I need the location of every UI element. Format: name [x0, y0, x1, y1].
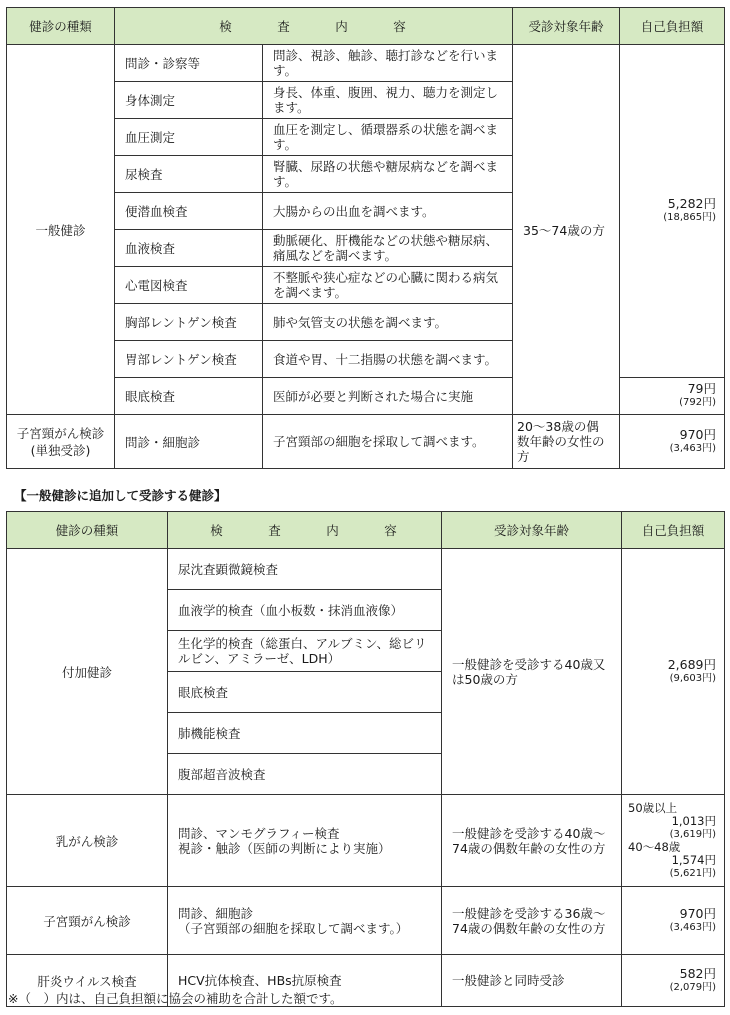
amount-value: 582円 — [679, 965, 716, 981]
desc-line: 視診・触診（医師の判断により実施） — [178, 840, 391, 856]
eye-amount — [620, 378, 725, 415]
item-name: 便潜血検査 — [115, 193, 263, 230]
amount-value: 970円 — [679, 905, 716, 921]
table-header-row — [7, 512, 725, 549]
item-name: 問診・診察等 — [115, 45, 263, 82]
amount-sub: (3,463円) — [669, 921, 716, 933]
tier-amount: 1,574円 — [671, 852, 716, 867]
hepatitis-desc: HCV抗体検査、HBs抗原検査 — [168, 955, 442, 1007]
amount-sub: (9,603円) — [669, 672, 716, 684]
tier-amount: 1,013円 — [671, 813, 716, 828]
additional-type: 付加健診 — [7, 549, 168, 795]
amount-value: 5,282円 — [667, 196, 717, 211]
item-desc: 子宮頸部の細胞を採取して調べます。 — [263, 415, 513, 469]
item-desc: 腎臓、尿路の状態や糖尿病などを調べます。 — [263, 156, 513, 193]
breast-type: 乳がん検診 — [7, 795, 168, 887]
general-age: 35～74歳の方 — [513, 45, 620, 415]
header-age: 受診対象年齢 — [442, 512, 622, 549]
sub-item: 肺機能検査 — [168, 713, 442, 754]
cervical-type — [7, 415, 115, 469]
cervical-amount — [620, 415, 725, 469]
type-line: 子宮頸がん検診 — [16, 425, 105, 441]
item-name: 胸部レントゲン検査 — [115, 304, 263, 341]
table-row — [7, 887, 725, 955]
item-desc: 食道や胃、十二指腸の状態を調べます。 — [263, 341, 513, 378]
cervical-desc — [168, 887, 442, 955]
header-type: 健診の種類 — [7, 512, 168, 549]
table-row — [7, 549, 725, 590]
additional-amount — [622, 549, 725, 795]
tier-sub: (5,621円) — [669, 867, 716, 879]
tier-sub: (3,619円) — [669, 828, 716, 840]
item-desc: 肺や気管支の状態を調べます。 — [263, 304, 513, 341]
sub-item: 尿沈査顕微鏡検査 — [168, 549, 442, 590]
general-amount — [620, 45, 725, 378]
item-desc: 血圧を測定し、循環器系の状態を調べます。 — [263, 119, 513, 156]
sub-item: 血液学的検査（血小板数・抹消血液像） — [168, 590, 442, 631]
item-name: 尿検査 — [115, 156, 263, 193]
tier-label: 50歳以上 — [628, 800, 678, 815]
item-desc: 問診、視診、触診、聴打診などを行います。 — [263, 45, 513, 82]
general-checkup-table — [6, 7, 725, 469]
additional-age: 一般健診を受診する40歳又は50歳の方 — [442, 549, 622, 795]
item-name: 心電図検査 — [115, 267, 263, 304]
amount-value: 970円 — [679, 426, 717, 442]
amount-value: 2,689円 — [667, 656, 716, 672]
header-type: 健診の種類 — [7, 8, 115, 45]
hepatitis-type: 肝炎ウイルス検査 — [7, 955, 168, 1007]
desc-line: 問診、細胞診 — [178, 905, 254, 921]
table-header-row — [7, 8, 725, 45]
additional-checkup-table — [6, 511, 725, 1007]
amount-sub: (18,865円) — [663, 212, 717, 223]
header-amount: 自己負担額 — [622, 512, 725, 549]
item-name: 身体測定 — [115, 82, 263, 119]
general-checkup-type: 一般健診 — [7, 45, 115, 415]
item-desc: 不整脈や狭心症などの心臓に関わる病気を調べます。 — [263, 267, 513, 304]
breast-amount — [622, 795, 725, 887]
item-name: 血液検査 — [115, 230, 263, 267]
sub-item: 生化学的検査（総蛋白、アルブミン、総ビリルビン、アミラーゼ、LDH） — [168, 631, 442, 672]
sub-item: 腹部超音波検査 — [168, 754, 442, 795]
cervical-amount — [622, 887, 725, 955]
desc-line: （子宮頸部の細胞を採取して調べます。） — [178, 920, 409, 936]
type-line: (単独受診) — [30, 442, 91, 458]
hepatitis-amount — [622, 955, 725, 1007]
item-name: 問診・細胞診 — [115, 415, 263, 469]
header-content: 検 査 内 容 — [168, 512, 442, 549]
amount-value: 79円 — [687, 381, 717, 396]
item-name: 胃部レントゲン検査 — [115, 341, 263, 378]
header-content: 検 査 内 容 — [115, 8, 513, 45]
item-desc: 身長、体重、腹囲、視力、聴力を測定します。 — [263, 82, 513, 119]
item-desc: 大腸からの出血を調べます。 — [263, 193, 513, 230]
amount-sub: (2,079円) — [669, 981, 716, 993]
cervical-type: 子宮頸がん検診 — [7, 887, 168, 955]
table-row — [7, 415, 725, 469]
table-row — [7, 795, 725, 887]
item-name: 血圧測定 — [115, 119, 263, 156]
header-amount: 自己負担額 — [620, 8, 725, 45]
footnote: ※（ ）内は、自己負担額に協会の補助を合計した額です。 — [8, 991, 343, 1006]
section-title: 【一般健診に追加して受診する健診】 — [14, 488, 227, 503]
item-desc: 医師が必要と判断された場合に実施 — [263, 378, 513, 415]
cervical-age: 20～38歳の偶数年齢の女性の方 — [513, 415, 620, 469]
tier-label: 40～48歳 — [628, 839, 681, 854]
table-row — [7, 45, 725, 82]
header-age: 受診対象年齢 — [513, 8, 620, 45]
breast-age: 一般健診を受診する40歳～74歳の偶数年齢の女性の方 — [442, 795, 622, 887]
item-desc: 動脈硬化、肝機能などの状態や糖尿病、痛風などを調べます。 — [263, 230, 513, 267]
hepatitis-age: 一般健診と同時受診 — [442, 955, 622, 1007]
sub-item: 眼底検査 — [168, 672, 442, 713]
amount-sub: (792円) — [679, 397, 717, 408]
item-name: 眼底検査 — [115, 378, 263, 415]
desc-line: 問診、マンモグラフィー検査 — [178, 825, 340, 841]
breast-desc — [168, 795, 442, 887]
amount-sub: (3,463円) — [669, 442, 717, 454]
cervical-age: 一般健診を受診する36歳～74歳の偶数年齢の女性の方 — [442, 887, 622, 955]
